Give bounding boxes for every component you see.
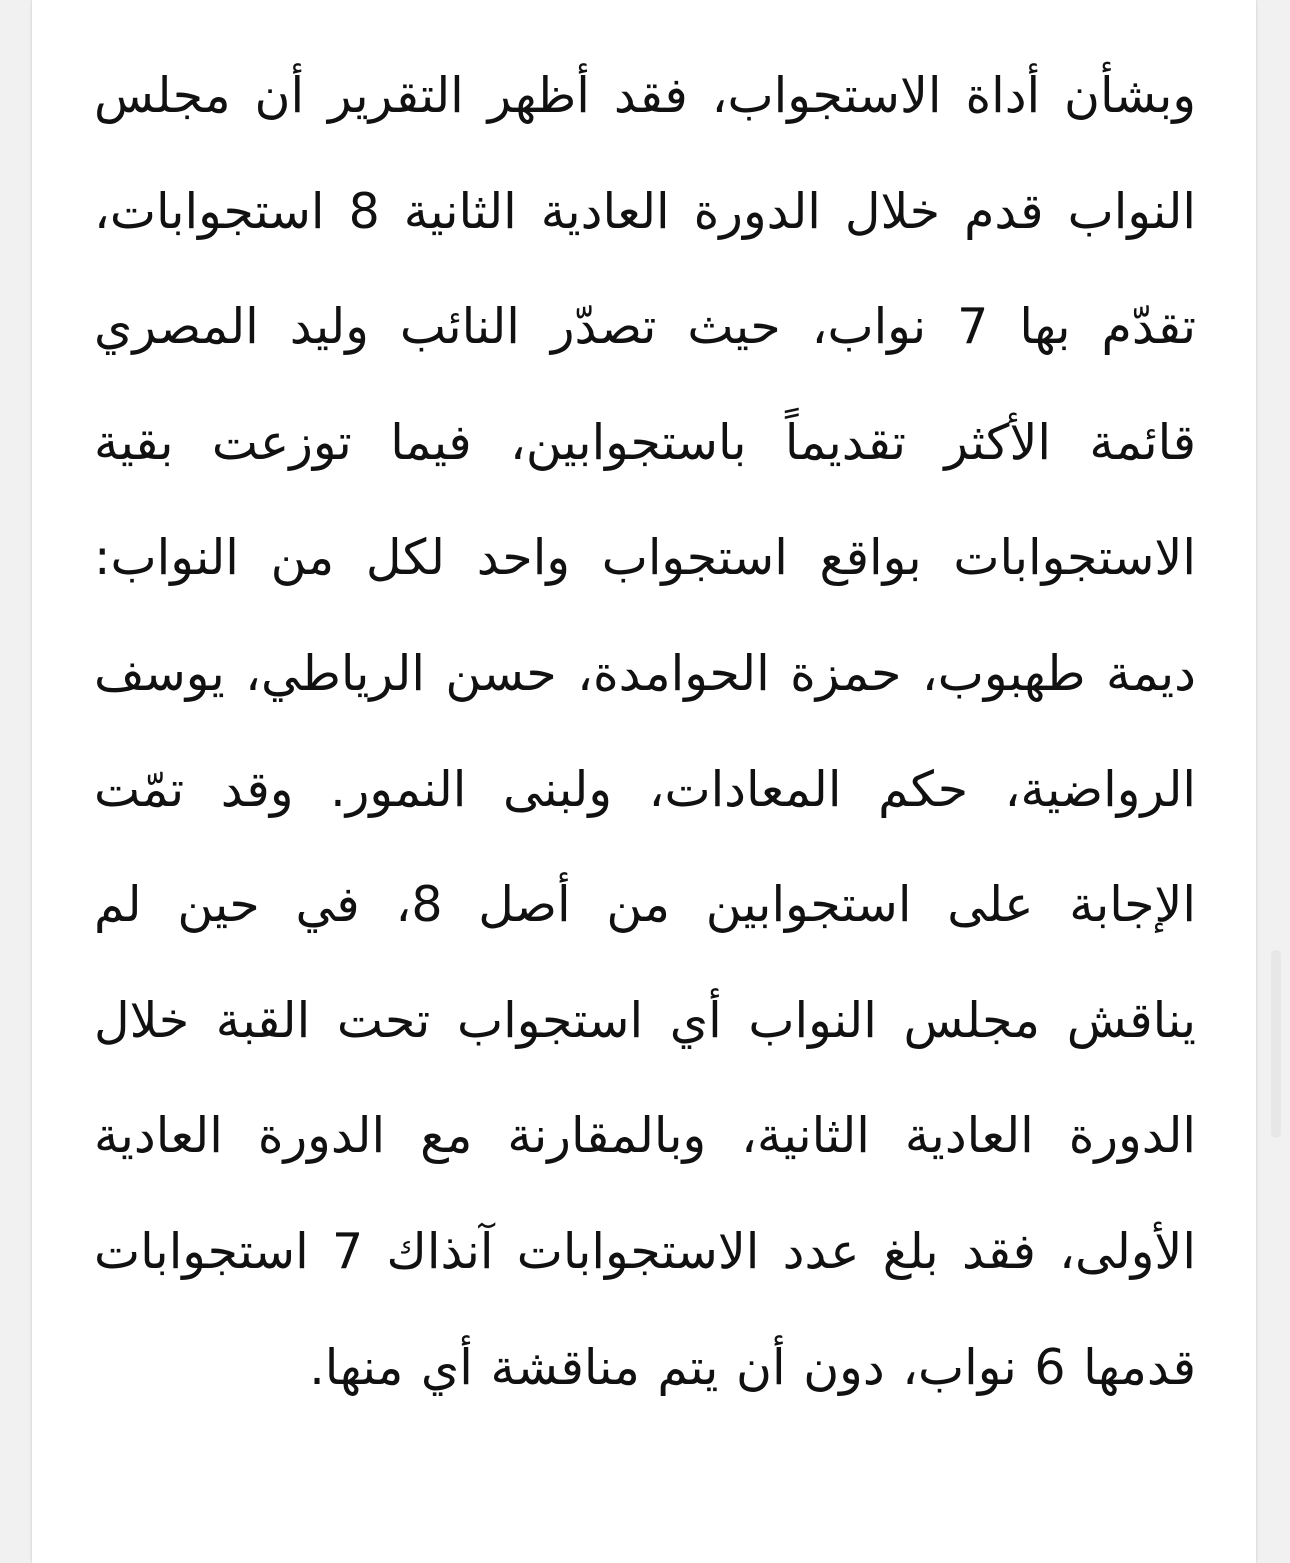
scrollbar-thumb[interactable] xyxy=(1271,950,1281,1138)
scrollbar-track[interactable] xyxy=(1270,0,1282,1563)
article-paragraph: وبشأن أداة الاستجواب، فقد أظهر التقرير أن مجلس النواب قدم خلال الدورة العادية الثانية 8 استجوابات، تقدّم بها 7 نواب، حيث تصدّر النائب وليد المصري قائمة الأكثر تقديماً باستجوابين، فيما توزعت بقية الاستجوابات بواقع استجواب واحد لكل من النواب: ديمة طهبوب، حمزة الحوامدة، حسن الرياطي، يوسف الرواضية، حكم المعادات، ولبنى النمور. وقد تمّت الإجابة على استجوابين من أصل 8، في حين لم يناقش مجلس النواب أي استجواب تحت القبة خلال الدورة العادية الثانية، وبالمقارنة مع الدورة العادية الأولى، فقد بلغ عدد الاستجوابات آنذاك 7 استجوابات قدمها 6 نواب، دون أن يتم مناقشة أي منها. xyxy=(94,67,1197,1396)
article-page xyxy=(32,0,1256,1563)
